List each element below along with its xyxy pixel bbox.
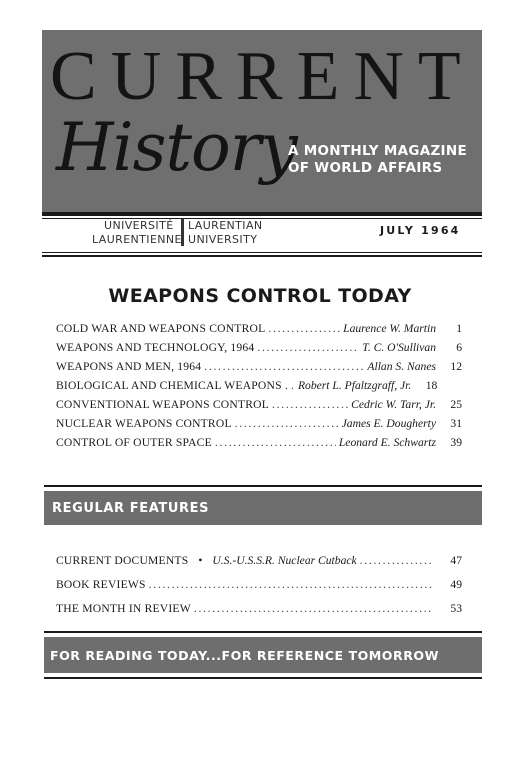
masthead-bottom-rule bbox=[42, 212, 482, 216]
library-stamp-line-2-left: LAURENTIENNE bbox=[92, 233, 182, 246]
toc-row bbox=[56, 341, 462, 359]
section-title: WEAPONS CONTROL TODAY bbox=[108, 285, 412, 307]
toc-row bbox=[56, 398, 462, 416]
toc-article-title: CONVENTIONAL WEAPONS CONTROL bbox=[56, 398, 269, 411]
toc-author: Laurence W. Martin bbox=[343, 322, 436, 335]
library-stamp-line-1-left: UNIVERSITÉ bbox=[104, 219, 174, 232]
toc-author: Leonard E. Schwartz bbox=[338, 436, 436, 449]
footer-banner bbox=[44, 637, 482, 673]
toc-page-number: 39 bbox=[450, 436, 462, 449]
toc-leader-dots bbox=[291, 379, 295, 392]
toc-article-title: CONTROL OF OUTER SPACE bbox=[56, 436, 212, 449]
footer-top-rule bbox=[44, 631, 482, 633]
toc-page-number: 25 bbox=[450, 398, 462, 411]
issue-date: JULY 1964 bbox=[380, 224, 461, 237]
toc-row bbox=[56, 379, 462, 397]
toc-leader-dots bbox=[268, 322, 340, 335]
toc-page-number: 12 bbox=[450, 360, 462, 373]
masthead-title-current: CURRENT bbox=[50, 38, 475, 115]
feature-page-number: 53 bbox=[450, 602, 462, 615]
masthead-tagline bbox=[288, 143, 478, 177]
feature-row bbox=[56, 602, 462, 620]
toc-leader-dots bbox=[360, 554, 433, 567]
feature-subtitle: U.S.-U.S.S.R. Nuclear Cutback bbox=[212, 554, 357, 567]
toc-page-number: 1 bbox=[456, 322, 462, 335]
feature-page-number: 49 bbox=[450, 578, 462, 591]
feature-row bbox=[56, 554, 462, 572]
toc-author: Robert L. Pfaltzgraff, Jr. bbox=[297, 379, 412, 392]
toc-row bbox=[56, 322, 462, 340]
toc-leader-dots bbox=[272, 398, 348, 411]
toc-article-title: WEAPONS AND TECHNOLOGY, 1964 bbox=[56, 341, 255, 354]
toc-page-number: 31 bbox=[450, 417, 462, 430]
toc-row bbox=[56, 360, 462, 378]
feature-title: CURRENT DOCUMENTS bbox=[56, 554, 189, 567]
header-rule bbox=[42, 252, 482, 253]
toc-author: Allan S. Nanes bbox=[367, 360, 436, 373]
toc-author: James E. Dougherty bbox=[341, 417, 436, 430]
tagline-line-2: OF WORLD AFFAIRS bbox=[288, 160, 443, 176]
regular-features-banner bbox=[44, 491, 482, 525]
toc-leader-dots bbox=[204, 360, 364, 373]
regular-features-label: REGULAR FEATURES bbox=[52, 501, 210, 516]
toc-author: Cedric W. Tarr, Jr. bbox=[351, 398, 436, 411]
toc-author: T. C. O'Sullivan bbox=[362, 341, 436, 354]
toc-leader-dots bbox=[235, 417, 339, 430]
feature-title: BOOK REVIEWS bbox=[56, 578, 146, 591]
tagline-line-1: A MONTHLY MAGAZINE bbox=[288, 143, 467, 159]
feature-row bbox=[56, 578, 462, 596]
toc-article-title: NUCLEAR WEAPONS CONTROL bbox=[56, 417, 232, 430]
toc-article-title: WEAPONS AND MEN, 1964 bbox=[56, 360, 202, 373]
toc-leader-dots bbox=[215, 436, 336, 449]
toc-page-number: 6 bbox=[456, 341, 462, 354]
toc-page-number: 18 bbox=[425, 379, 438, 392]
masthead-title-history: History bbox=[56, 109, 297, 186]
feature-page-number: 47 bbox=[450, 554, 462, 567]
library-stamp-line-2-right: UNIVERSITY bbox=[188, 233, 258, 246]
toc-leader-dots bbox=[149, 578, 433, 591]
toc-row bbox=[56, 417, 462, 435]
header-rule-thick bbox=[42, 255, 482, 257]
toc-article-title: COLD WAR AND WEAPONS CONTROL bbox=[56, 322, 266, 335]
footer-banner-text: FOR READING TODAY...FOR REFERENCE TOMORROW bbox=[50, 648, 440, 663]
library-stamp-line-1-right: LAURENTIAN bbox=[188, 219, 263, 232]
toc-row bbox=[56, 436, 462, 454]
features-top-rule bbox=[44, 485, 482, 487]
toc-article-title: BIOLOGICAL AND CHEMICAL WEAPONS . bbox=[56, 379, 288, 392]
footer-bottom-rule bbox=[44, 677, 482, 679]
toc-leader-dots bbox=[194, 602, 433, 615]
feature-bullet: • bbox=[198, 554, 203, 567]
feature-title: THE MONTH IN REVIEW bbox=[56, 602, 191, 615]
toc-leader-dots bbox=[257, 341, 359, 354]
